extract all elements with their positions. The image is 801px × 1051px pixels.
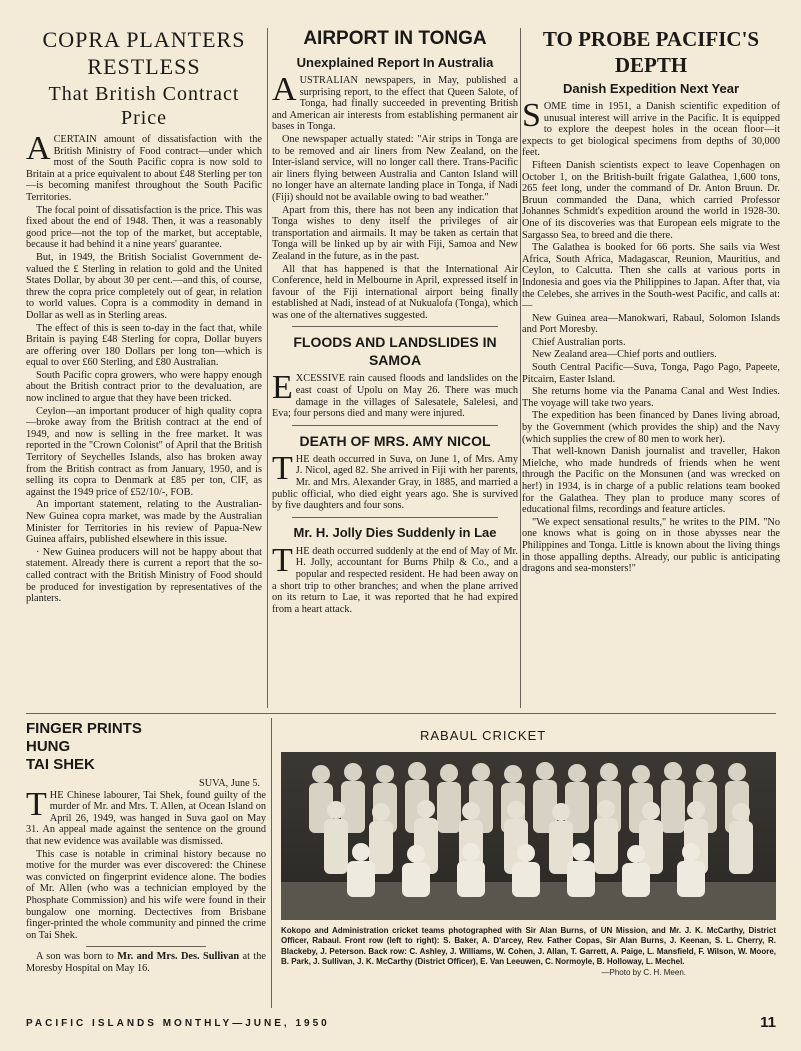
paragraph: This case is notable in criminal history because no motive for the murder was ever discovered: the Chinese was convicted on fingerprint evidence alone. The bodies of Mr. Allen (who was a technician employed by the Phosphate Commission) and his wife were found in their bungalow one morning. Dectectives from Brisbane finger-printed the whole community and pinned the crime on Tai Shek. — [26, 848, 266, 941]
photo-figures — [281, 752, 776, 920]
cricket-team-photo — [281, 752, 776, 920]
paragraph: AUSTRALIAN newspapers, in May, published a surprising report, to the effect that Queen Salote, of Tonga, had finally succeeded in preventing British and American air interests from establishing permanent air bases in Tonga. — [272, 71, 518, 133]
horizontal-divider — [26, 713, 776, 714]
paragraph: ACERTAIN amount of dissatisfaction with the British Ministry of Food contract—under which most of the South Pacific copra is now sold to Britain at a price equivalent to about £48 Sterling per ton—is becoming manifest throughout the South Pacific Territories. — [26, 130, 262, 203]
column-divider — [267, 28, 268, 708]
paragraph: · New Guinea producers will not be happy about that statement. Already there is current a report that the so-called contract with the British Ministry of Food should be produced for investigation by representatives of the planters. — [26, 546, 262, 605]
photo-credit: —Photo by C. H. Meen. — [601, 967, 686, 977]
drop-cap: T — [272, 449, 293, 487]
separator — [292, 517, 498, 518]
separator — [86, 946, 206, 947]
drop-cap: E — [272, 369, 293, 407]
paragraph: SOME time in 1951, a Danish scientific expedition of unusual interest will arrive in the Pacific. It is equipped to explore the deepest holes in the ocean floor—it expects to get biological specimens from depths of 30,000 feet. — [522, 97, 780, 159]
paragraph: THE death occurred in Suva, on June 1, of Mrs. Amy J. Nicol, aged 82. She arrived in Fiji with her parents, Mr. and Mrs. Alexander Gray, in 1885, and married a public official, who died eight years ago. She is survived by five daughters and four sons. — [272, 449, 518, 512]
footer-publication: PACIFIC ISLANDS MONTHLY—JUNE, 1950 — [26, 1018, 330, 1029]
paragraph: The focal point of dissatisfaction is the price. This was fixed about the end of 1948. Then, it was a reasonably good price—not the top of the market, but acceptable, because it had behind it a nine years' guarantee. — [26, 204, 262, 251]
headline-finger-prints: FINGER PRINTS HUNG TAI SHEK — [26, 720, 142, 773]
headline-floods: FLOODS AND LANDSLIDES IN SAMOA — [293, 334, 497, 369]
article-copra — [26, 26, 262, 711]
subhead-copra-line1: That British Contract — [48, 83, 240, 105]
paragraph: One newspaper actually stated: "Air strips in Tonga are to be removed and air liners from New Zealand, on the Inter-island service, will no longer call there. Trans-Pacific air liners flying between Australia and Canton Island will no longer have an alternate landing place in Tonga, if Nadi (Fiji) should not be available owing to bad weather." — [272, 133, 518, 203]
headline-nicol: DEATH OF MRS. AMY NICOL — [299, 432, 491, 449]
paragraph: EXCESSIVE rain caused floods and landslides on the east coast of Upolu on May 26. There was much damage in the villages of Salesatele, Salelesi, and Eva; four persons died and many were injured. — [272, 369, 518, 420]
paragraph: Apart from this, there has not been any indication that Tonga wishes to deny itself the privileges of air transportation and airmails. It may be taken as certain that Tonga will be linked up by air with Fiji, Samoa and New Zealand in the future, as in the past. — [272, 204, 518, 262]
page-number: 11 — [760, 1014, 776, 1031]
paragraph: That well-known Danish journalist and traveller, Hakon Mielche, who made hundreds of friends when he went through the Pacific on the Monsunen (and was wrecked on her!) in 1934, is in charge of a public relations team booked for the Galathea. They plan to produce many scores of educational films, recordings and feature articles. — [522, 446, 780, 516]
headline-copra-line1: COPRA PLANTERS — [42, 27, 246, 52]
article-danish-expedition — [522, 26, 780, 711]
headline-probe-line2: DEPTH — [614, 53, 688, 77]
article-finger-prints — [26, 720, 266, 1005]
drop-cap: A — [26, 130, 51, 167]
article-airport-tonga — [272, 26, 518, 711]
photo-caption: Kokopo and Administration cricket teams photographed with Sir Alan Burns, of UN Mission, and Mr. J. K. McCarthy, District Officer, Rabaul. Front row (left to right): S. Baker, A. D'arcey, Rev. Father Copas, Sir Alan Burns, J. Keenan, S. L. Cherry, R. Blackeby, J. Peterson. Back row: C. Ashley, J. Williams, W. Cohen, J. Allan, T. Garrett, A. Paige, L. Mansfield, F. Wilson, W. Moore, B. Park, J. Sullivan, J. K. McCarthy (District Officer), E. Van Leeuwen, C. Normoyle, B. Holloway, L. Mechel. —Photo by C. H. Meen. — [281, 926, 776, 977]
paragraph: Fifteen Danish scientists expect to leave Copenhagen on October 1, on the British-built frigate Galathea, 1,600 tons, 265 feet long, under the command of Dr. Anton Bruun. Dr. Bruun commanded the Dana, which carried Professor Johannes Schmidt's expedition around the world in 1928-30. One of its discoveries was that European eels migrate to the Sargasso Sea, to breed and die there. — [522, 159, 780, 241]
separator — [292, 425, 498, 426]
headline-copra-line2: RESTLESS — [87, 54, 201, 79]
paragraph: New Zealand area—Chief ports and outliers. — [532, 349, 717, 361]
paragraph: Ceylon—an important producer of high quality copra—broke away from the British contract at the end of 1949, and now is selling in the free market. It was reported in the "Crown Colonist" of April that the British Territory of Seychelles Islands, also has broken away from the British contract as from January, 1950, and is selling its copra to Denmark at £85 per ton, CIF, as against the 1949 price of £52/10/-, FOB. — [26, 405, 262, 498]
photo-title: RABAUL CRICKET — [420, 728, 547, 743]
paragraph: All that has happened is that the International Air Conference, held in Melbourne in April, expressed itself in favour of the Fiji international airport being finally established at Nadi, instead of at Nukualofa (Tonga), which was one of the alternatives suggested. — [272, 263, 518, 321]
paragraph: THE Chinese labourer, Tai Shek, found guilty of the murder of Mr. and Mrs. T. Allen, at Ocean Island on April 26, 1949, was hanged in Suva gaol on May 31. An appeal made against the sentence on the ground that new evidence was available was dismissed. — [26, 785, 266, 847]
subhead-airport: Unexplained Report In Australia — [296, 55, 494, 70]
paragraph: But, in 1949, the British Socialist Government de-valued the £ Sterling in relation to gold and the United States Dollar, by about 30 per cent.—and this, of course, threw the copra price completely out of gear, in relation to world values. Copra is a commodity in demand in Dollar as well as in Sterling areas. — [26, 251, 262, 321]
page-footer — [26, 1014, 776, 1036]
headline-jolly: Mr. H. Jolly Dies Suddenly in Lae — [293, 524, 497, 540]
paragraph: "We expect sensational results," he writes to the PIM. "No one knows what is going on in those abysses near the Philippines and Tonga. Little is known about the living things in those appalling depths. Already, our public is anticipating dragons and sea-monsters!" — [522, 516, 780, 575]
column-divider — [520, 28, 521, 708]
paragraph: THE death occurred suddenly at the end of May of Mr. H. Jolly, accountant for Burns Philp & Co., and a popular and respected resident. He had been away on a short trip to other branches; and when the plane arrived on its return to Lae, it was reported that he had expired from a heart attack. — [272, 541, 518, 615]
drop-cap: T — [26, 785, 47, 823]
paragraph: Chief Australian ports. — [532, 336, 626, 348]
drop-cap: A — [272, 71, 297, 108]
birth-notice: A son was born to Mr. and Mrs. Des. Sullivan at the Moresby Hospital on May 16. — [26, 951, 266, 974]
separator — [292, 326, 498, 327]
paragraph: The expedition has been financed by Danes living abroad, by the Government (which provides the ship) and the Navy (which supplies the crew of 80 men to work her). — [522, 410, 780, 445]
paragraph: The Galathea is booked for 66 ports. She sails via West Africa, South Africa, Madagascar, Reunion, Mauritius, and Ceylon, to Calcutta. Then she calls at various ports in Indonesia and goes via the Philippines to Japan. After that, via the Celebes, she arrives in the South-west Pacific, and calls at:— — [522, 242, 780, 312]
paragraph: South Pacific copra growers, who were happy enough about the British contract prior to the devaluation, are now inclined to argue that they have been tricked. — [26, 369, 262, 405]
paragraph: The effect of this is seen to-day in the fact that, while Britain is paying £48 Sterling for copra, Dollar buyers are offering over 180 Dollars per long ton—which is equal to over £60 Sterling, and £80 Australian. — [26, 322, 262, 369]
paragraph: New Guinea area—Manokwari, Rabaul, Solomon Islands and Port Moresby. — [522, 312, 780, 336]
drop-cap: S — [522, 97, 541, 134]
paragraph: An important statement, relating to the Australian-New Guinea copra market, was made by the Australian Minister for Territories in his review of Papua-New Guinea affairs, published elsewhere in this issue. — [26, 499, 262, 546]
subhead-danish: Danish Expedition Next Year — [562, 81, 740, 96]
drop-cap: T — [272, 541, 293, 579]
dateline: SUVA, June 5. — [198, 778, 260, 789]
column-divider — [271, 718, 272, 1008]
headline-airport: AIRPORT IN TONGA — [303, 28, 487, 49]
paragraph: South Central Pacific—Suva, Tonga, Pago Pago, Papeete, Pitcairn, Easter Island. — [522, 362, 780, 385]
headline-probe-line1: TO PROBE PACIFIC'S — [542, 27, 760, 51]
paragraph: She returns home via the Panama Canal and West Indies. The voyage will take two years. — [522, 386, 780, 409]
subhead-copra-line2: Price — [120, 107, 168, 129]
